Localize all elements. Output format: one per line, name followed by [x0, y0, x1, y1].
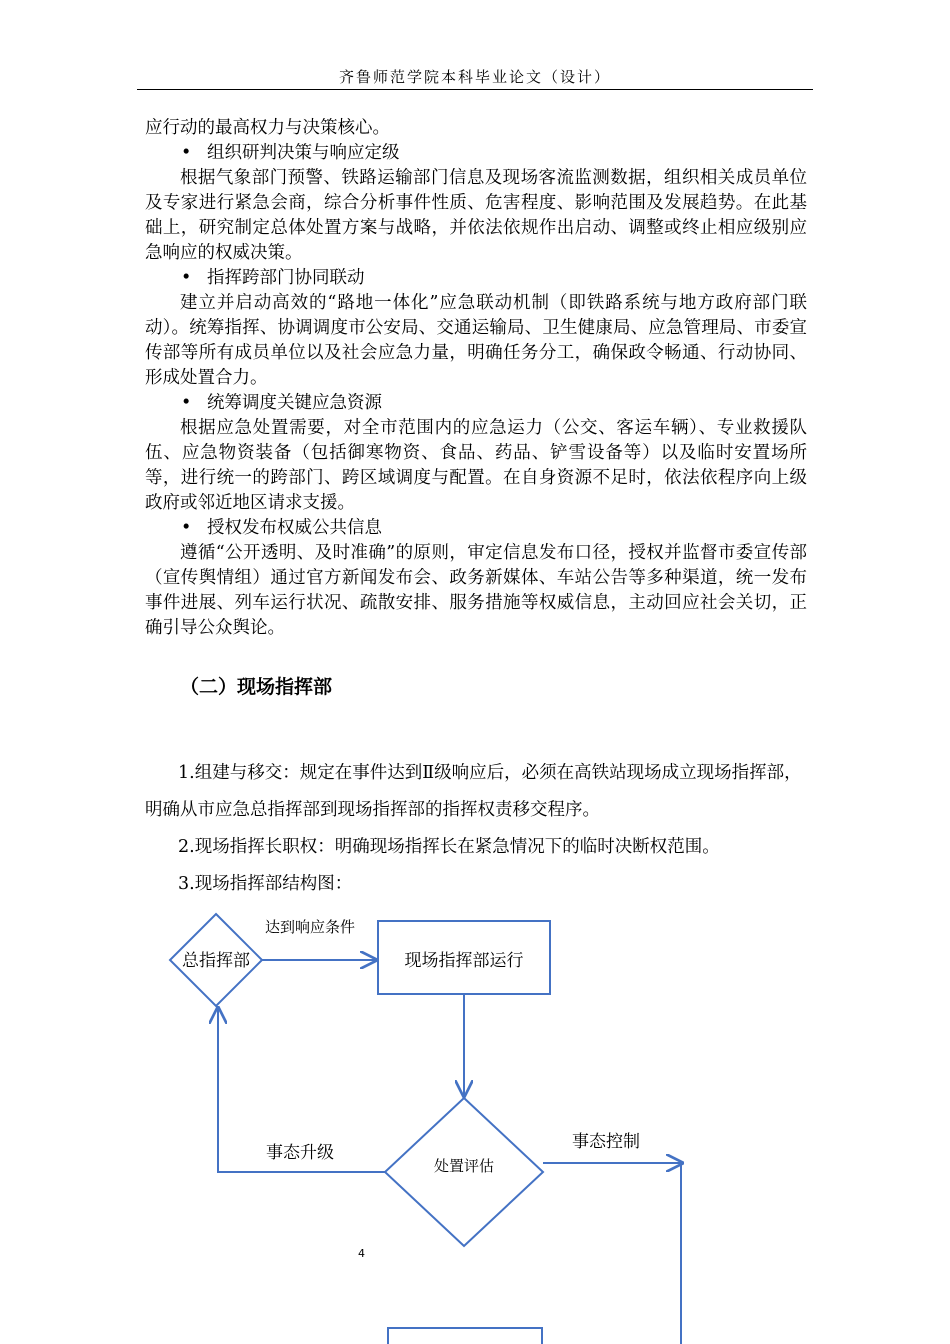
bullet-heading-text: 统筹调度关键应急资源 [207, 393, 382, 413]
continuation-line: 应行动的最高权力与决策核心。 [145, 118, 390, 138]
section-title: （二）现场指挥部 [180, 676, 333, 698]
paragraph-4: 遵循“公开透明、及时准确”的原则，审定信息发布口径，授权并监督市委宣传部（宣传舆情组）通过官方新闻发布会、政务新媒体、车站公告等多种渠道，统一发布事件进展、列车运行状况、疏散安排、服务措施等权威信息，主动回应社会关切，正确引导公众舆论。 [145, 543, 807, 638]
hq-node-label: 总指挥部 [182, 951, 250, 971]
assess-node-label: 处置评估 [433, 1157, 495, 1175]
bullet-heading-text: 组织研判决策与响应定级 [207, 143, 400, 163]
trigger-edge-label: 达到响应条件 [264, 918, 356, 936]
bullet-dot: • [181, 393, 192, 413]
bullet-heading-text: 指挥跨部门协同联动 [207, 268, 365, 288]
bullet-heading-text: 授权发布权威公共信息 [207, 518, 382, 538]
escalate-edge-label: 事态升级 [266, 1143, 334, 1163]
control-edge-label: 事态控制 [572, 1132, 640, 1152]
onsite-node-label: 现场指挥部运行 [404, 951, 524, 971]
next-node-shape [388, 1328, 542, 1344]
paragraph-2: 建立并启动高效的“路地一体化”应急联动机制（即铁路系统与地方政府部门联动）。统筹指挥、协调调度市公安局、交通运输局、卫生健康局、应急管理局、市委宣传部等所有成员单位以及社会应急力量，明确任务分工，确保政令畅通、行动协同、形成处置合力。 [145, 293, 807, 388]
list-item-text: 3.现场指挥部结构图： [178, 874, 353, 894]
list-item-text: 2.现场指挥长职权：明确现场指挥长在紧急情况下的临时决断权范围。 [178, 837, 720, 857]
page-header: 齐鲁师范学院本科毕业论文（设计） [338, 68, 611, 86]
bullet-dot: • [181, 518, 192, 538]
list-item-text: 1.组建与移交：规定在事件达到Ⅱ级响应后，必须在高铁站现场成立现场指挥部，明确从市应急总指挥部到现场指挥部的指挥权责移交程序。 [145, 763, 802, 820]
bullet-dot: • [181, 268, 192, 288]
bullet-dot: • [181, 143, 192, 163]
paragraph-1: 根据气象部门预警、铁路运输部门信息及现场客流监测数据，组织相关成员单位及专家进行紧急会商，综合分析事件性质、危害程度、影响范围及发展趋势。在此基础上，研究制定总体处置方案与战略，并依法依规作出启动、调整或终止相应级别应急响应的权威决策。 [145, 168, 807, 263]
paragraph-3: 根据应急处置需要，对全市范围内的应急运力（公交、客运车辆）、专业救援队伍、应急物资装备（包括御寒物资、食品、药品、铲雪设备等）以及临时安置场所等，进行统一的跨部门、跨区域调度与配置。在自身资源不足时，依法依程序向上级政府或邻近地区请求支援。 [145, 418, 807, 513]
page-number: 4 [358, 1247, 365, 1260]
